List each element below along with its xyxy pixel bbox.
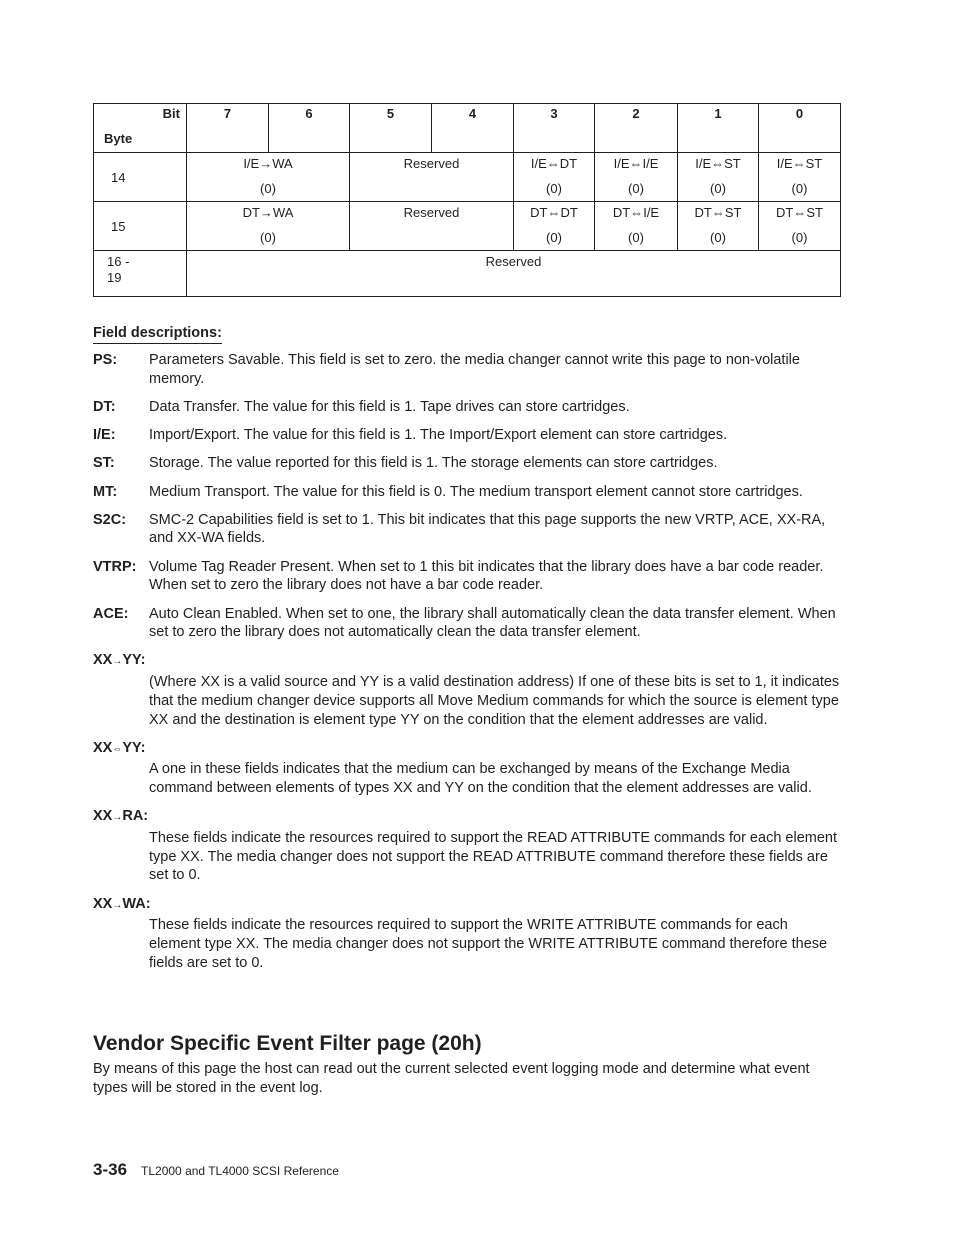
list-item (93, 895, 843, 973)
field-name: I/E→WA (243, 156, 293, 171)
table-row (94, 251, 841, 297)
field-desc: Storage. The value reported for this field is 1. The storage elements can store cartridges. (149, 455, 718, 472)
list-item (93, 454, 843, 473)
bit-1-cell (678, 153, 759, 202)
field-desc: A one in these fields indicates that the medium can be exchanged by means of the Exchange Media command between elements of types XX and YY on the condition that the element addresses are valid. (149, 761, 812, 797)
field-term: PS: (93, 352, 118, 368)
reserved-label: Reserved (403, 205, 460, 220)
bit-byte-corner (94, 104, 187, 153)
field-default: (0) (791, 181, 808, 196)
bit-1-cell (678, 202, 759, 251)
bit-5-header: 5 (350, 104, 432, 153)
field-default: (0) (791, 230, 808, 245)
byte-range: 16 - 19 (107, 254, 130, 285)
document-title: TL2000 and TL4000 SCSI Reference (141, 1164, 339, 1178)
list-item (93, 605, 843, 642)
reserved-cell (350, 153, 514, 202)
reserved-cell (350, 202, 514, 251)
field-name: I/E⇔DT (530, 156, 578, 171)
field-term (93, 807, 843, 828)
list-item (93, 651, 843, 729)
bit-0-cell (759, 202, 841, 251)
field-desc: SMC-2 Capabilities field is set to 1. This bit indicates that this page supports the new VRTP, ACE, XX-RA, and XX-WA fields. (149, 511, 826, 547)
page-number: 3-36 (93, 1160, 128, 1179)
field-desc: Auto Clean Enabled. When set to one, the library shall automatically clean the data transfer element. When set to zero the library does not automatically clean the data transfer element. (149, 605, 836, 641)
bit-4-header: 4 (432, 104, 514, 153)
list-item (93, 807, 843, 885)
bits-7-6-cell (187, 202, 350, 251)
field-desc: (Where XX is a valid source and YY is a valid destination address) If one of these bits is set to 1, it indicates that the medium changer device supports all Move Medium commands for which the source is element type XX and the destination is element type YY on the condition that the element addresses are valid. (149, 674, 840, 728)
field-term: I/E: (93, 427, 116, 444)
field-default: (0) (260, 230, 276, 245)
field-name: DT⇔ST (776, 205, 823, 220)
field-term (93, 651, 843, 672)
list-item (93, 426, 843, 445)
byte-label: Byte (104, 131, 133, 146)
bit-3-cell (514, 153, 595, 202)
list-item (93, 739, 843, 798)
term-source: XX (93, 808, 113, 825)
table-row (94, 153, 841, 202)
term-source: XX (93, 895, 113, 912)
bit-3-cell (514, 202, 595, 251)
field-name: DT⇔I/E (612, 205, 660, 220)
field-default: (0) (628, 181, 644, 196)
field-default: (0) (546, 230, 562, 245)
field-default: (0) (710, 181, 726, 196)
reserved-label: Reserved (403, 156, 460, 171)
list-item (93, 483, 843, 502)
arrow-icon: → (112, 812, 123, 824)
field-descriptions-heading: Field descriptions: (93, 325, 222, 344)
field-desc: Import/Export. The value for this field is 1. The Import/Export element can store cartridges. (149, 427, 728, 444)
table-header-row (94, 104, 841, 153)
list-item (93, 558, 843, 595)
field-name: I/E⇔I/E (613, 156, 659, 171)
field-term: S2C: (93, 511, 127, 528)
bit-1-header: 1 (678, 104, 759, 153)
page-footer (93, 1160, 339, 1180)
field-term: VTRP: (93, 558, 137, 575)
field-desc: These fields indicate the resources required to support the READ ATTRIBUTE commands for each element type XX. The media changer does not support the READ ATTRIBUTE command therefore these fields are set to 0. (149, 830, 837, 884)
table-row (94, 202, 841, 251)
term-source: XX (93, 739, 113, 756)
bits-7-6-cell (187, 153, 350, 202)
term-target: WA: (122, 895, 151, 912)
field-desc: Parameters Savable. This field is set to zero. the media changer cannot write this page to non-volatile memory. (149, 352, 800, 387)
field-default: (0) (260, 181, 276, 196)
section-title: Vendor Specific Event Filter page (20h) (93, 1032, 482, 1055)
byte-cell (94, 251, 187, 297)
section-body: By means of this page the host can read out the current selected event logging mode and determine what event types will be stored in the event log. (93, 1061, 810, 1096)
bit-6-header: 6 (269, 104, 350, 153)
term-target: RA: (122, 808, 149, 825)
bit-2-header: 2 (595, 104, 678, 153)
bit-label: Bit (162, 106, 180, 121)
bit-2-cell (595, 153, 678, 202)
field-term: DT: (93, 398, 116, 415)
field-term (93, 739, 843, 760)
mode-page-table (93, 103, 841, 297)
list-item (93, 511, 843, 548)
term-target: YY: (122, 652, 146, 669)
field-name: DT⇔ST (694, 205, 742, 220)
field-desc: Medium Transport. The value for this field is 0. The medium transport element cannot store cartridges. (149, 483, 803, 500)
exchange-arrow-icon: ⇔ (112, 743, 123, 755)
bit-7-header: 7 (187, 104, 269, 153)
byte-cell: 14 (94, 153, 187, 202)
bit-2-cell (595, 202, 678, 251)
reserved-cell: Reserved (187, 251, 841, 297)
term-target: YY: (122, 739, 146, 756)
bit-0-header: 0 (759, 104, 841, 153)
field-desc: These fields indicate the resources required to support the WRITE ATTRIBUTE commands for each element type XX. The media changer does not support the WRITE ATTRIBUTE command therefore these fields are set to 0. (149, 917, 828, 971)
field-term: ST: (93, 455, 115, 472)
field-descriptions-list (93, 351, 843, 982)
field-name: DT⇔DT (530, 205, 578, 220)
arrow-icon: → (112, 899, 123, 911)
list-item (93, 398, 843, 417)
field-default: (0) (628, 230, 644, 245)
field-default: (0) (546, 181, 562, 196)
list-item (93, 351, 843, 388)
bit-3-header: 3 (514, 104, 595, 153)
field-term (93, 895, 843, 916)
field-name: DT→WA (242, 205, 294, 220)
arrow-icon: → (112, 656, 123, 668)
term-source: XX (93, 652, 113, 669)
byte-cell: 15 (94, 202, 187, 251)
field-term: MT: (93, 483, 118, 500)
field-desc: Data Transfer. The value for this field is 1. Tape drives can store cartridges. (149, 398, 630, 415)
field-name: I/E⇔ST (695, 156, 741, 171)
field-term: ACE: (93, 605, 129, 622)
bit-0-cell (759, 153, 841, 202)
field-default: (0) (710, 230, 726, 245)
field-name: I/E⇔ST (776, 156, 823, 171)
field-desc: Volume Tag Reader Present. When set to 1 this bit indicates that the library does have a bar code reader. When set to zero the library does not have a bar code reader. (149, 558, 824, 594)
